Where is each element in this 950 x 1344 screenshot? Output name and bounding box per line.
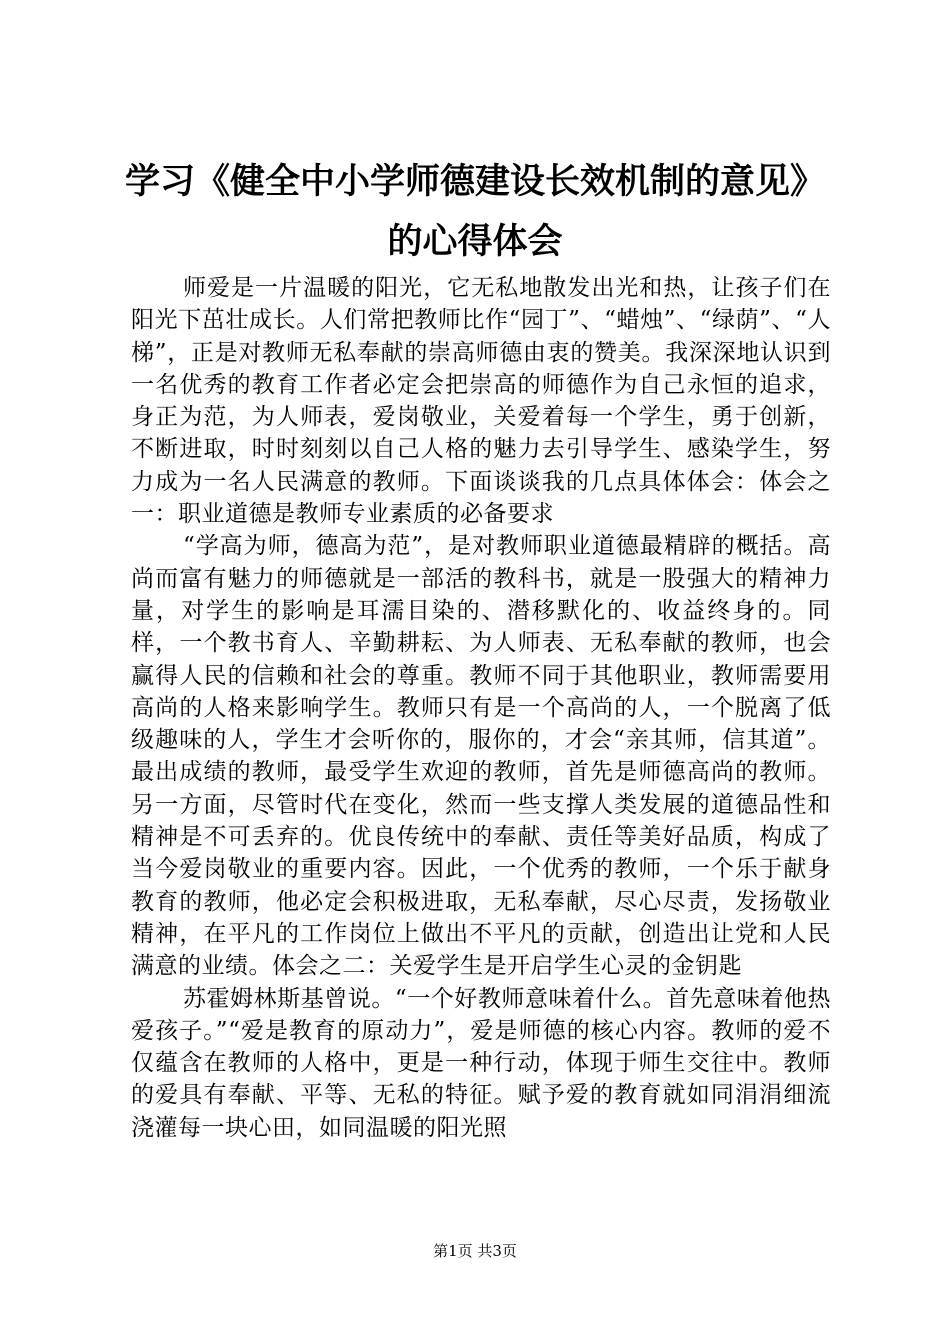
paragraph-1: 师爱是一片温暖的阳光，它无私地散发出光和热，让孩子们在阳光下茁壮成长。人们常把教师比作“园丁”、“蜡烛”、“绿荫”、“人梯”，正是对教师无私奉献的崇高师德由衷的赞美。我深深地认识到一名优秀的教育工作者必定会把崇高的师德作为自己永恒的追求，身正为范，为人师表，爱岗敬业，关爱着每一个学生，勇于创新，不断进取，时时刻刻以自己人格的魅力去引导学生、感染学生，努力成为一名人民满意的教师。下面谈谈我的几点具体体会：体会之一：职业道德是教师专业素质的必备要求 bbox=[131, 275, 831, 528]
paragraph-3: 苏霍姆林斯基曾说。“一个好教师意味着什么。首先意味着他热爱孩子。”“爱是教育的原动力”，爱是师德的核心内容。教师的爱不仅蕴含在教师的人格中，更是一种行动，体现于师生交往中。教师的爱具有奉献、平等、无私的特征。赋予爱的教育就如同涓涓细流浇灌每一块心田，如同温暖的阳光照 bbox=[131, 985, 831, 1141]
document-body bbox=[131, 272, 831, 1144]
paragraph-2: “学高为师，德高为范”，是对教师职业道德最精辟的概括。高尚而富有魅力的师德就是一部活的教科书，就是一股强大的精神力量，对学生的影响是耳濡目染的、潜移默化的、收益终身的。同样，一个教书育人、辛勤耕耘、为人师表、无私奉献的教师，也会赢得人民的信赖和社会的尊重。教师不同于其他职业，教师需要用高尚的人格来影响学生。教师只有是一个高尚的人，一个脱离了低级趣味的人，学生才会听你的，服你的，才会“亲其师，信其道”。最出成绩的教师，最受学生欢迎的教师，首先是师德高尚的教师。另一方面，尽管时代在变化，然而一些支撑人类发展的道德品性和精神是不可丢弃的。优良传统中的奉献、责任等美好品质，构成了当今爱岗敬业的重要内容。因此，一个优秀的教师，一个乐于献身教育的教师，他必定会积极进取，无私奉献，尽心尽责，发扬敬业精神，在平凡的工作岗位上做出不平凡的贡献，创造出让党和人民满意的业绩。体会之二：关爱学生是开启学生心灵的金钥匙 bbox=[131, 533, 831, 980]
document-title-line-2: 的心得体会 bbox=[387, 221, 563, 262]
document-title-line-1: 学习《健全中小学师德建设长效机制的意见》 bbox=[124, 161, 825, 202]
page-footer: 第1页 共3页 bbox=[433, 1242, 517, 1260]
